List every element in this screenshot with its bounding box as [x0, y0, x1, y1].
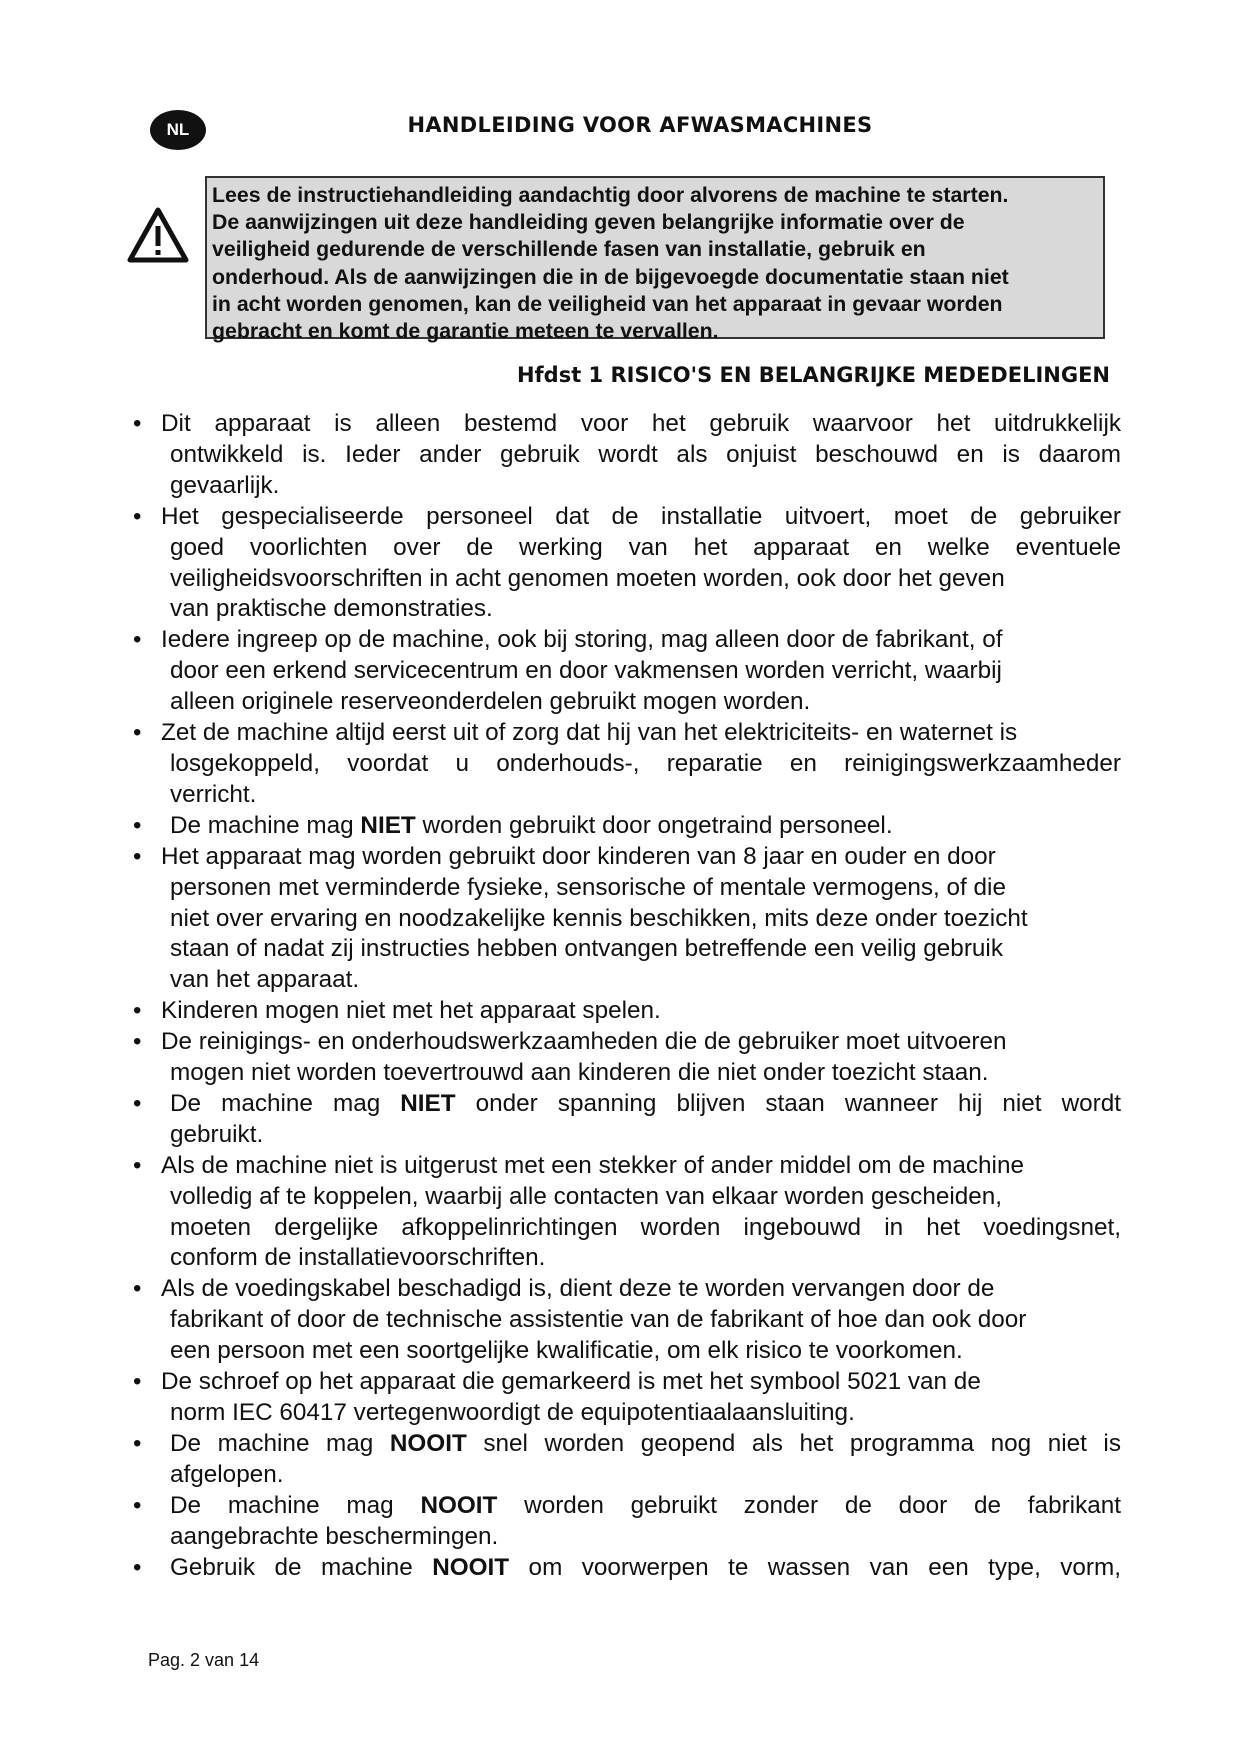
list-item	[131, 996, 1131, 1027]
warning-triangle-icon	[126, 206, 190, 264]
warning-line: veiligheid gedurende de verschillende fasen van installatie, gebruik en	[212, 237, 926, 262]
list-item	[131, 1491, 1131, 1553]
item-line: gevaarlijk.	[170, 471, 280, 499]
item-line: moeten dergelijke afkoppelinrichtingen worden ingebouwd in het voedingsnet,	[170, 1213, 1121, 1241]
bullet-icon: •	[133, 997, 142, 1025]
risk-list	[131, 409, 1131, 1583]
warning-line: Lees de instructiehandleiding aandachtig door alvorens de machine te starten.	[212, 183, 1009, 207]
item-line: niet over ervaring en noodzakelijke kennis beschikken, mits deze onder toezicht	[170, 904, 1028, 932]
emphasis: NOOIT	[420, 1491, 498, 1519]
item-line: Dit apparaat is alleen bestemd voor het gebruik waarvoor het uitdrukkelijk	[161, 410, 1121, 437]
page-title: HANDLEIDING VOOR AFWASMACHINES	[407, 113, 873, 137]
item-line: De machine mag NIET worden gebruikt door ongetraind personeel.	[170, 811, 893, 839]
bullet-icon: •	[133, 1151, 142, 1179]
item-line: van het apparaat.	[170, 966, 360, 994]
item-line: Zet de machine altijd eerst uit of zorg dat hij van het elektriciteits- en waternet is	[161, 719, 1018, 747]
language-badge: NL	[150, 110, 206, 150]
item-line: conform de installatievoorschriften.	[170, 1244, 546, 1272]
item-line: van praktische demonstraties.	[170, 595, 493, 623]
list-item	[131, 1367, 1131, 1429]
emphasis: NOOIT	[432, 1553, 510, 1581]
chapter-heading: Hfdst 1 RISICO'S EN BELANGRIJKE MEDEDELINGEN	[516, 363, 1110, 387]
warning-line: De aanwijzingen uit deze handleiding geven belangrijke informatie over de	[212, 210, 965, 235]
item-line: volledig af te koppelen, waarbij alle contacten van elkaar worden gescheiden,	[170, 1182, 1003, 1210]
list-item	[131, 1429, 1131, 1491]
bullet-icon: •	[133, 626, 142, 654]
item-line: aangebrachte beschermingen.	[170, 1522, 499, 1550]
item-line: Als de machine niet is uitgerust met een stekker of ander middel om de machine	[161, 1151, 1024, 1179]
item-line: De reinigings- en onderhoudswerkzaamheden die de gebruiker moet uitvoeren	[161, 1028, 1007, 1056]
item-line: Iedere ingreep op de machine, ook bij storing, mag alleen door de fabrikant, of	[161, 626, 1003, 654]
bullet-icon: •	[133, 502, 142, 530]
bullet-icon: •	[133, 1275, 142, 1303]
item-line: Kinderen mogen niet met het apparaat spelen.	[161, 997, 661, 1025]
item-line: De schroef op het apparaat die gemarkeerd is met het symbool 5021 van de	[161, 1368, 981, 1396]
item-line: verricht.	[170, 780, 257, 808]
list-item	[131, 625, 1131, 718]
bullet-icon: •	[133, 1429, 142, 1457]
list-item	[131, 409, 1131, 502]
bullet-icon: •	[133, 811, 142, 839]
emphasis: NIET	[400, 1089, 456, 1117]
item-line: goed voorlichten over de werking van het apparaat en welke eventuele	[170, 533, 1121, 561]
warning-line: onderhoud. Als de aanwijzingen die in de bijgevoegde documentatie staan niet	[212, 264, 1009, 289]
item-line: norm IEC 60417 vertegenwoordigt de equipotentiaalaansluiting.	[170, 1399, 855, 1426]
item-line: door een erkend servicecentrum en door vakmensen worden verricht, waarbij	[170, 657, 1002, 685]
warning-box	[205, 176, 1105, 344]
item-line: mogen niet worden toevertrouwd aan kinderen die niet onder toezicht staan.	[170, 1059, 989, 1087]
bullet-icon: •	[133, 719, 142, 747]
warning-line: gebracht en komt de garantie meteen te vervallen.	[212, 319, 719, 344]
list-item	[131, 1027, 1131, 1089]
list-item	[131, 718, 1131, 811]
item-line: Als de voedingskabel beschadigd is, dient deze te worden vervangen door de	[161, 1275, 995, 1303]
item-line: De machine mag NIET onder spanning blijven staan wanneer hij niet wordt	[170, 1089, 1121, 1117]
item-line: een persoon met een soortgelijke kwalificatie, om elk risico te voorkomen.	[170, 1337, 963, 1365]
bullet-icon: •	[133, 1491, 142, 1519]
bullet-icon: •	[133, 410, 142, 437]
list-item	[131, 502, 1131, 626]
bullet-icon: •	[133, 842, 142, 870]
warning-line: in acht worden genomen, kan de veiligheid van het apparaat in gevaar worden	[212, 291, 1003, 316]
bullet-icon: •	[133, 1368, 142, 1396]
item-line: personen met verminderde fysieke, sensorische of mentale vermogens, of die	[170, 873, 1006, 901]
emphasis: NOOIT	[389, 1429, 467, 1457]
item-line: De machine mag NOOIT snel worden geopend als het programma nog niet is	[170, 1429, 1121, 1457]
item-line: fabrikant of door de technische assistentie van de fabrikant of hoe dan ook door	[170, 1306, 1027, 1334]
list-item	[131, 1274, 1131, 1367]
bullet-icon: •	[133, 1553, 142, 1581]
item-line: Het apparaat mag worden gebruikt door kinderen van 8 jaar en ouder en door	[161, 842, 996, 870]
item-line: veiligheidsvoorschriften in acht genomen moeten worden, ook door het geven	[170, 564, 1005, 592]
list-item	[131, 842, 1131, 997]
list-item	[131, 1151, 1131, 1275]
item-line: afgelopen.	[170, 1460, 284, 1488]
item-line: Het gespecialiseerde personeel dat de installatie uitvoert, moet de gebruiker	[161, 502, 1121, 530]
item-line: gebruikt.	[170, 1120, 264, 1148]
emphasis: NIET	[360, 811, 416, 839]
bullet-icon: •	[133, 1028, 142, 1056]
item-line: alleen originele reserveonderdelen gebruikt mogen worden.	[170, 688, 811, 716]
list-item	[131, 1553, 1131, 1584]
item-line: De machine mag NOOIT worden gebruikt zonder de door de fabrikant	[170, 1491, 1121, 1519]
page-number: Pag. 2 van 14	[148, 1650, 260, 1670]
item-line: losgekoppeld, voordat u onderhouds-, reparatie en reinigingswerkzaamheder	[170, 749, 1121, 777]
bullet-icon: •	[133, 1089, 142, 1117]
list-item	[131, 811, 1131, 842]
item-line: staan of nadat zij instructies hebben ontvangen betreffende een veilig gebruik	[170, 935, 1003, 963]
list-item	[131, 1089, 1131, 1151]
item-line: ontwikkeld is. Ieder ander gebruik wordt als onjuist beschouwd en is daarom	[170, 440, 1121, 468]
item-line: Gebruik de machine NOOIT om voorwerpen te wassen van een type, vorm,	[170, 1553, 1121, 1581]
